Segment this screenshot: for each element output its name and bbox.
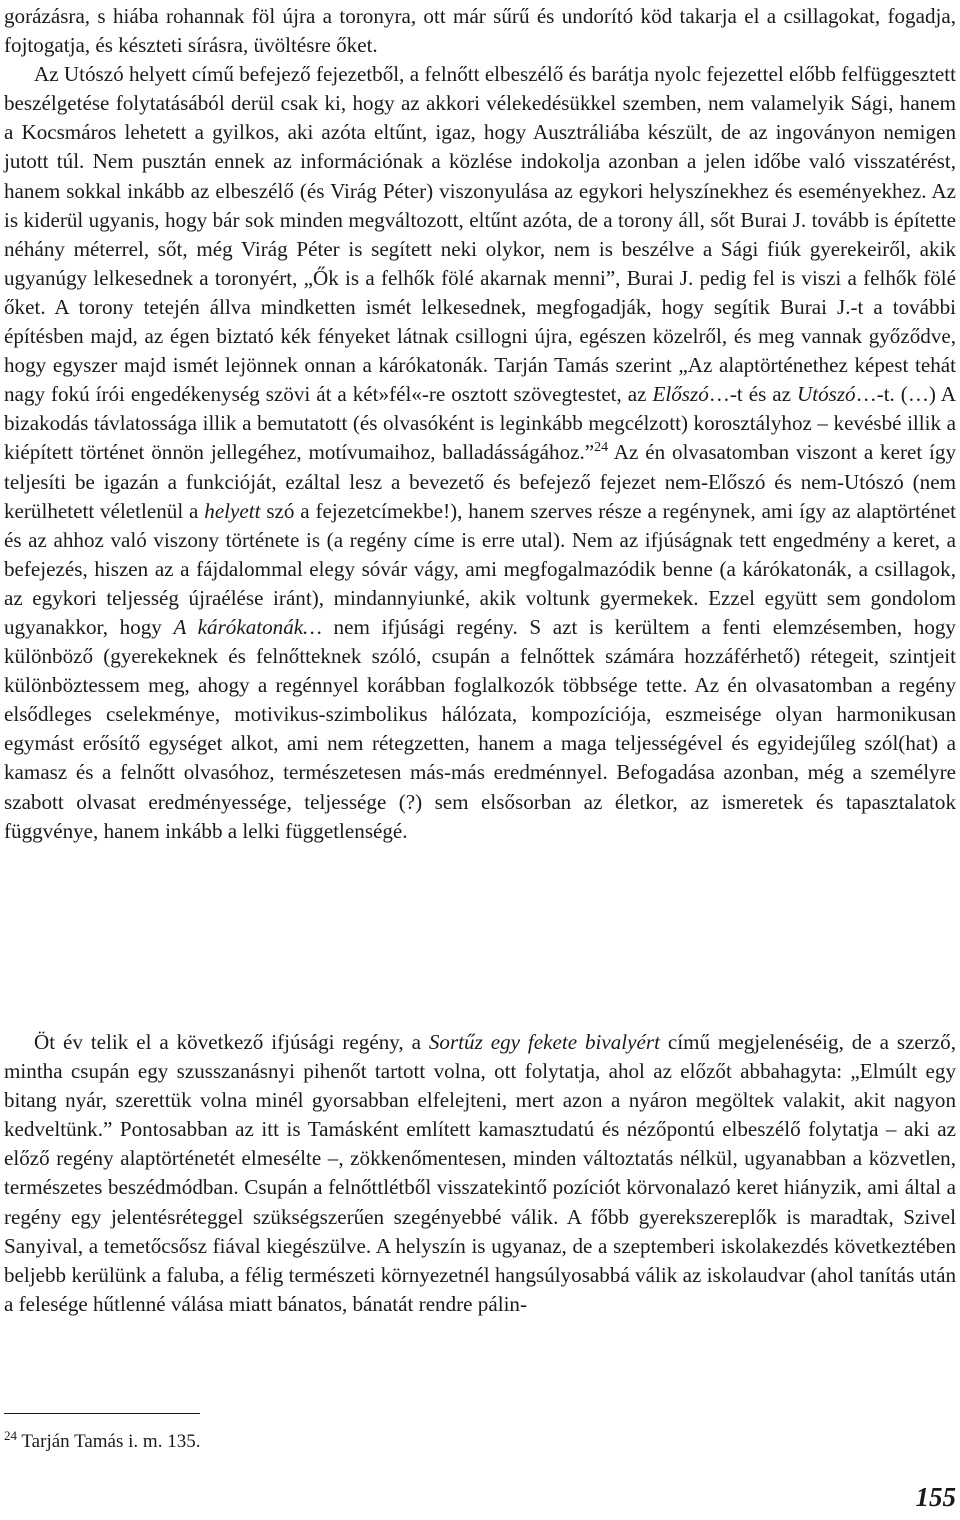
footnote-number: 24 [4, 1428, 17, 1443]
paragraph-1 [4, 2, 956, 60]
paragraph-2 [4, 60, 956, 846]
footnote-divider [4, 1413, 200, 1414]
paragraph-2-text-f: nem ifjúsági regény. S azt is kerültem a fenti elemzésemben, hogy különböző (gyerekeknek és felnőtteknek szóló, csupán a felnőttek számára hozzáférhető) rétegeit, szintjeit különböztessem meg, ahogy a regénnyel korábban foglalkozók többsége tette. Az én olvasatomban a regény elsődleges cselekménye, motivikus-szimbolikus hálózata, kompozíciója, eszmeisége olyan harmonikusan egymást erősítő egységet alkot, ami nem rétegzetten, hanem a maga teljességével és egyidejűleg szól(hat) a kamasz és a felnőtt olvasóhoz, természetesen más-más eredménnyel. Befogadása azonban, még a személyre szabott olvasat eredményessége, teljessége (?) sem elsősorban az életkor, az ismeretek és tapasztalatok függvénye, hanem inkább a lelki függetlenségé. [4, 614, 956, 843]
paragraph-2-text-b: …-t és az [708, 382, 797, 407]
paragraph-3-text-a: Öt év telik el a következő ifjúsági regény, a [34, 1030, 429, 1054]
footnote-text: Tarján Tamás i. m. 135. [17, 1431, 201, 1452]
page-number: 155 [915, 1482, 956, 1512]
title-utoszo: Utószó [796, 382, 856, 407]
paragraph-1-text: gorázásra, s hiába rohannak föl újra a toronyra, ott már sűrű és undorító köd takarja el a csillagokat, fogadja, fojtogatja, és készteti sírásra, üvöltésre őket. [4, 4, 956, 58]
paragraph-2-text-c: …-t. (…) A bizakodás távlatossága illik a bemutatott (és olvasóként is leginkább megcélzott) korosztályhoz – kevésbé illik a kiépített történet önnön jellegéhez, motívumaihoz, balladásságához.” [4, 382, 956, 465]
paragraph-2-text-e: szó a fejezetcímekbe!), hanem szerves része a regénynek, ami így az alaptörténet és az ahhoz való viszony története is (a regény címe is erre utal). Nem az ifjúságnak tett engedmény a keret, a befejezés, hiszen az a fájdalommal elegy sóvár vágy, ami megfogalmazódik benne (a kárókatonák, a csillagok, az egykori teljesség újraélése iránt), mindannyiunké, akik voltunk gyermekek. Ezzel együtt sem gondolom ugyanakkor, hogy [4, 498, 956, 639]
paragraph-3-text-b: című megjelenéséig, de a szerző, mintha csupán egy szusszanásnyi pihenőt tartott volna, ott folytatja, ahol az előzőt abbahagyta: „Elmúlt egy bitang nyár, szerettük volna minél gyorsabban elfelejteni, mert azon a nyáron megöltek valakit, akit nagyon kedveltünk.” Pontosabban az itt is Tamásként említett kamasztudatú és nézőpontú elbeszélő folytatja – aki az előző regény alaptörténetét elmesélte –, zökkenőmentesen, minden változtatás nélkül, ugyanabban a közvetlen, természetes beszédmódban. Csupán a felnőttlétből visszatekintő pozíciót körvonalazó keret hiányzik, ami által a regény egy jelentésréteggel szükségszerűen szegényebbé válik. A főbb gyerekszereplők is maradtak, Szivel Sanyival, a temetőcsősz fiával kiegészülve. A helyszín is ugyanaz, de a szeptemberi iskolakezdés következtében beljebb kerülünk a faluba, a félig természeti környezetnél hangsúlyosabbá válik az iskolaudvar (ahol tanítás után a felesége hűtlenné válása miatt bánatos, bánatát rendre pálin- [4, 1030, 956, 1316]
next-text-block [4, 1028, 956, 1319]
paragraph-2-text-a: Az Utószó helyett című befejező fejezetből, a felnőtt elbeszélő és barátja nyolc fejezettel előbb felfüggesztett beszélgetése folytatásából derül csak ki, hogy az akkori vélekedésükkel szemben, nem valamelyik Sági, hanem a Kocsmáros lehetett a gyilkos, aki azóta eltűnt, igaz, hogy Ausztráliába készült, de az ingoványon nemigen jutott túl. Nem pusztán ennek az információnak a közlése indokolja azonban a jelen időbe való visszatérést, hanem sokkal inkább az elbeszélő (és Virág Péter) viszonyulása az egykori helyszínekhez és eseményekhez. Az is kiderül ugyanis, hogy bár sok minden megváltozott, eltűnt azóta, de a torony áll, sőt Burai J. tovább is építette néhány méterrel, sőt, még Virág Péter is segített neki olykor, nem is beszélve a Sági fiúk gyerekeiről, akik ugyanúgy lelkesednek a toronyért, „Ők is a felhők fölé akarnak menni”, Burai J. pedig fel is viszi a felhők fölé őket. A torony tetején állva mindketten ismét lelkesednek, megfogadják, hogy segítik Burai J.-t a további építésben majd, az égen biztató kék fényeket látnak csillogni újra, egészen közelről, és meg vannak győződve, hogy egyszer majd ismét lejönnek onnan a kárókatonák. Tarján Tamás szerint „Az alaptörténethez képest tehát nagy fokú írói engedékenység szövi át a két»fél«-re osztott szövegtestet, az [4, 62, 956, 407]
paragraph-3 [4, 1028, 956, 1319]
title-eloszo: Előszó [652, 382, 709, 407]
footnote-reference: 24 [594, 440, 609, 456]
paragraph-2-text-d: Az én olvasatomban viszont a keret így teljesíti be igazán a funkcióját, ezáltal lesz a bevezető és befejező fejezet nem-Előszó és nem-Utószó (nem kerülhetett véletlenül a [4, 440, 956, 523]
footnote [4, 1430, 200, 1454]
title-sortuz: Sortűz egy fekete bivalyért [428, 1030, 660, 1054]
word-helyett: helyett [204, 498, 261, 523]
document-page [4, 0, 956, 1520]
main-text-block [4, 2, 956, 846]
title-karokatonak: A kárókatonák… [173, 614, 322, 639]
